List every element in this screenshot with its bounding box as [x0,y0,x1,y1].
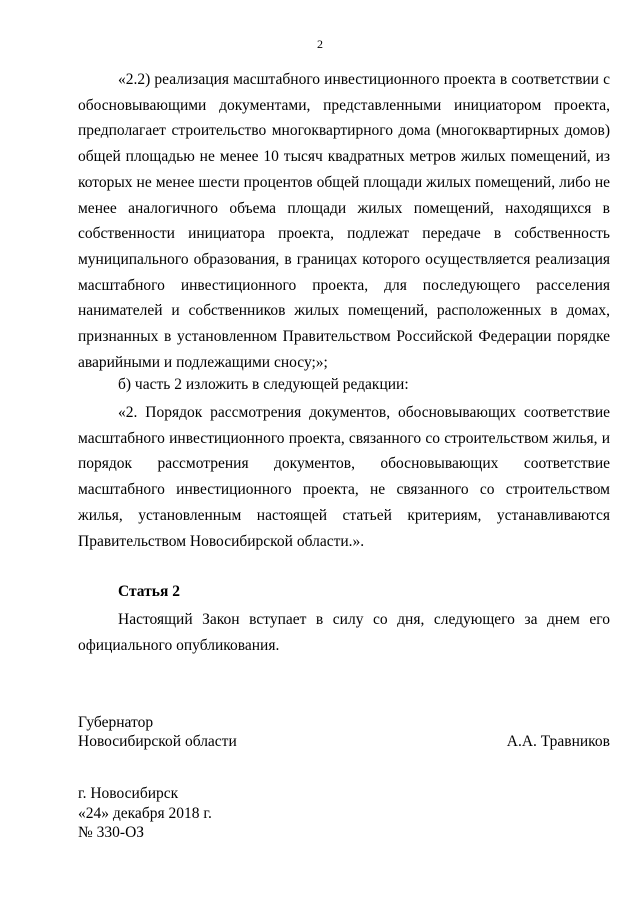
signatory-name: А.А. Травников [506,733,610,750]
law-number: № 330-ОЗ [78,824,145,841]
article-2-text [78,607,610,658]
date-of-signing: «24» декабря 2018 г. [78,805,212,822]
paragraph-text: б) часть 2 изложить в следующей редакции: [118,376,409,393]
signatory-role: Губернатор [78,714,154,731]
paragraph-text: «2.2) реализация масштабного инвестиционного проекта в соответствии с обосновывающими документами, представленными инициатором проекта, предполагает строительство многоквартирного дома (многоквартирных домов) общей площадью не менее 10 тысяч квадратных метров жилых помещений, из которых не менее шести процентов общей площади жилых помещений, либо не менее аналогичного объема площади жилых помещений, находящихся в собственности инициатора проекта, подлежат передаче в собственность муниципального образования, в границах которого осуществляется реализация масштабного инвестиционного проекта, для последующего расселения нанимателей и собственников жилых помещений, расположенных в домах, признанных в установленном Правительством Российской Федерации порядке аварийными и подлежащими сносу;»; [78,71,610,371]
signatory-region: Новосибирской области [78,733,237,750]
place-of-signing: г. Новосибирск [78,785,179,802]
article-title: Статья 2 [118,583,180,600]
paragraph-text: Настоящий Закон вступает в силу со дня, следующего за днем его официального опубликования. [78,611,610,654]
amendment-paragraph-2-2 [78,67,610,375]
paragraph-text: «2. Порядок рассмотрения документов, обосновывающих соответствие масштабного инвестиционного проекта, связанного со строительством жилья, и порядок рассмотрения документов, обосновывающих соответствие масштабного инвестиционного проекта, не связанного со строительством жилья, установленным настоящей статьей критериям, устанавливаются Правительством Новосибирской области.». [78,404,610,550]
amendment-instruction [78,372,610,398]
page-number: 2 [317,37,323,51]
amendment-part-2 [78,400,610,554]
